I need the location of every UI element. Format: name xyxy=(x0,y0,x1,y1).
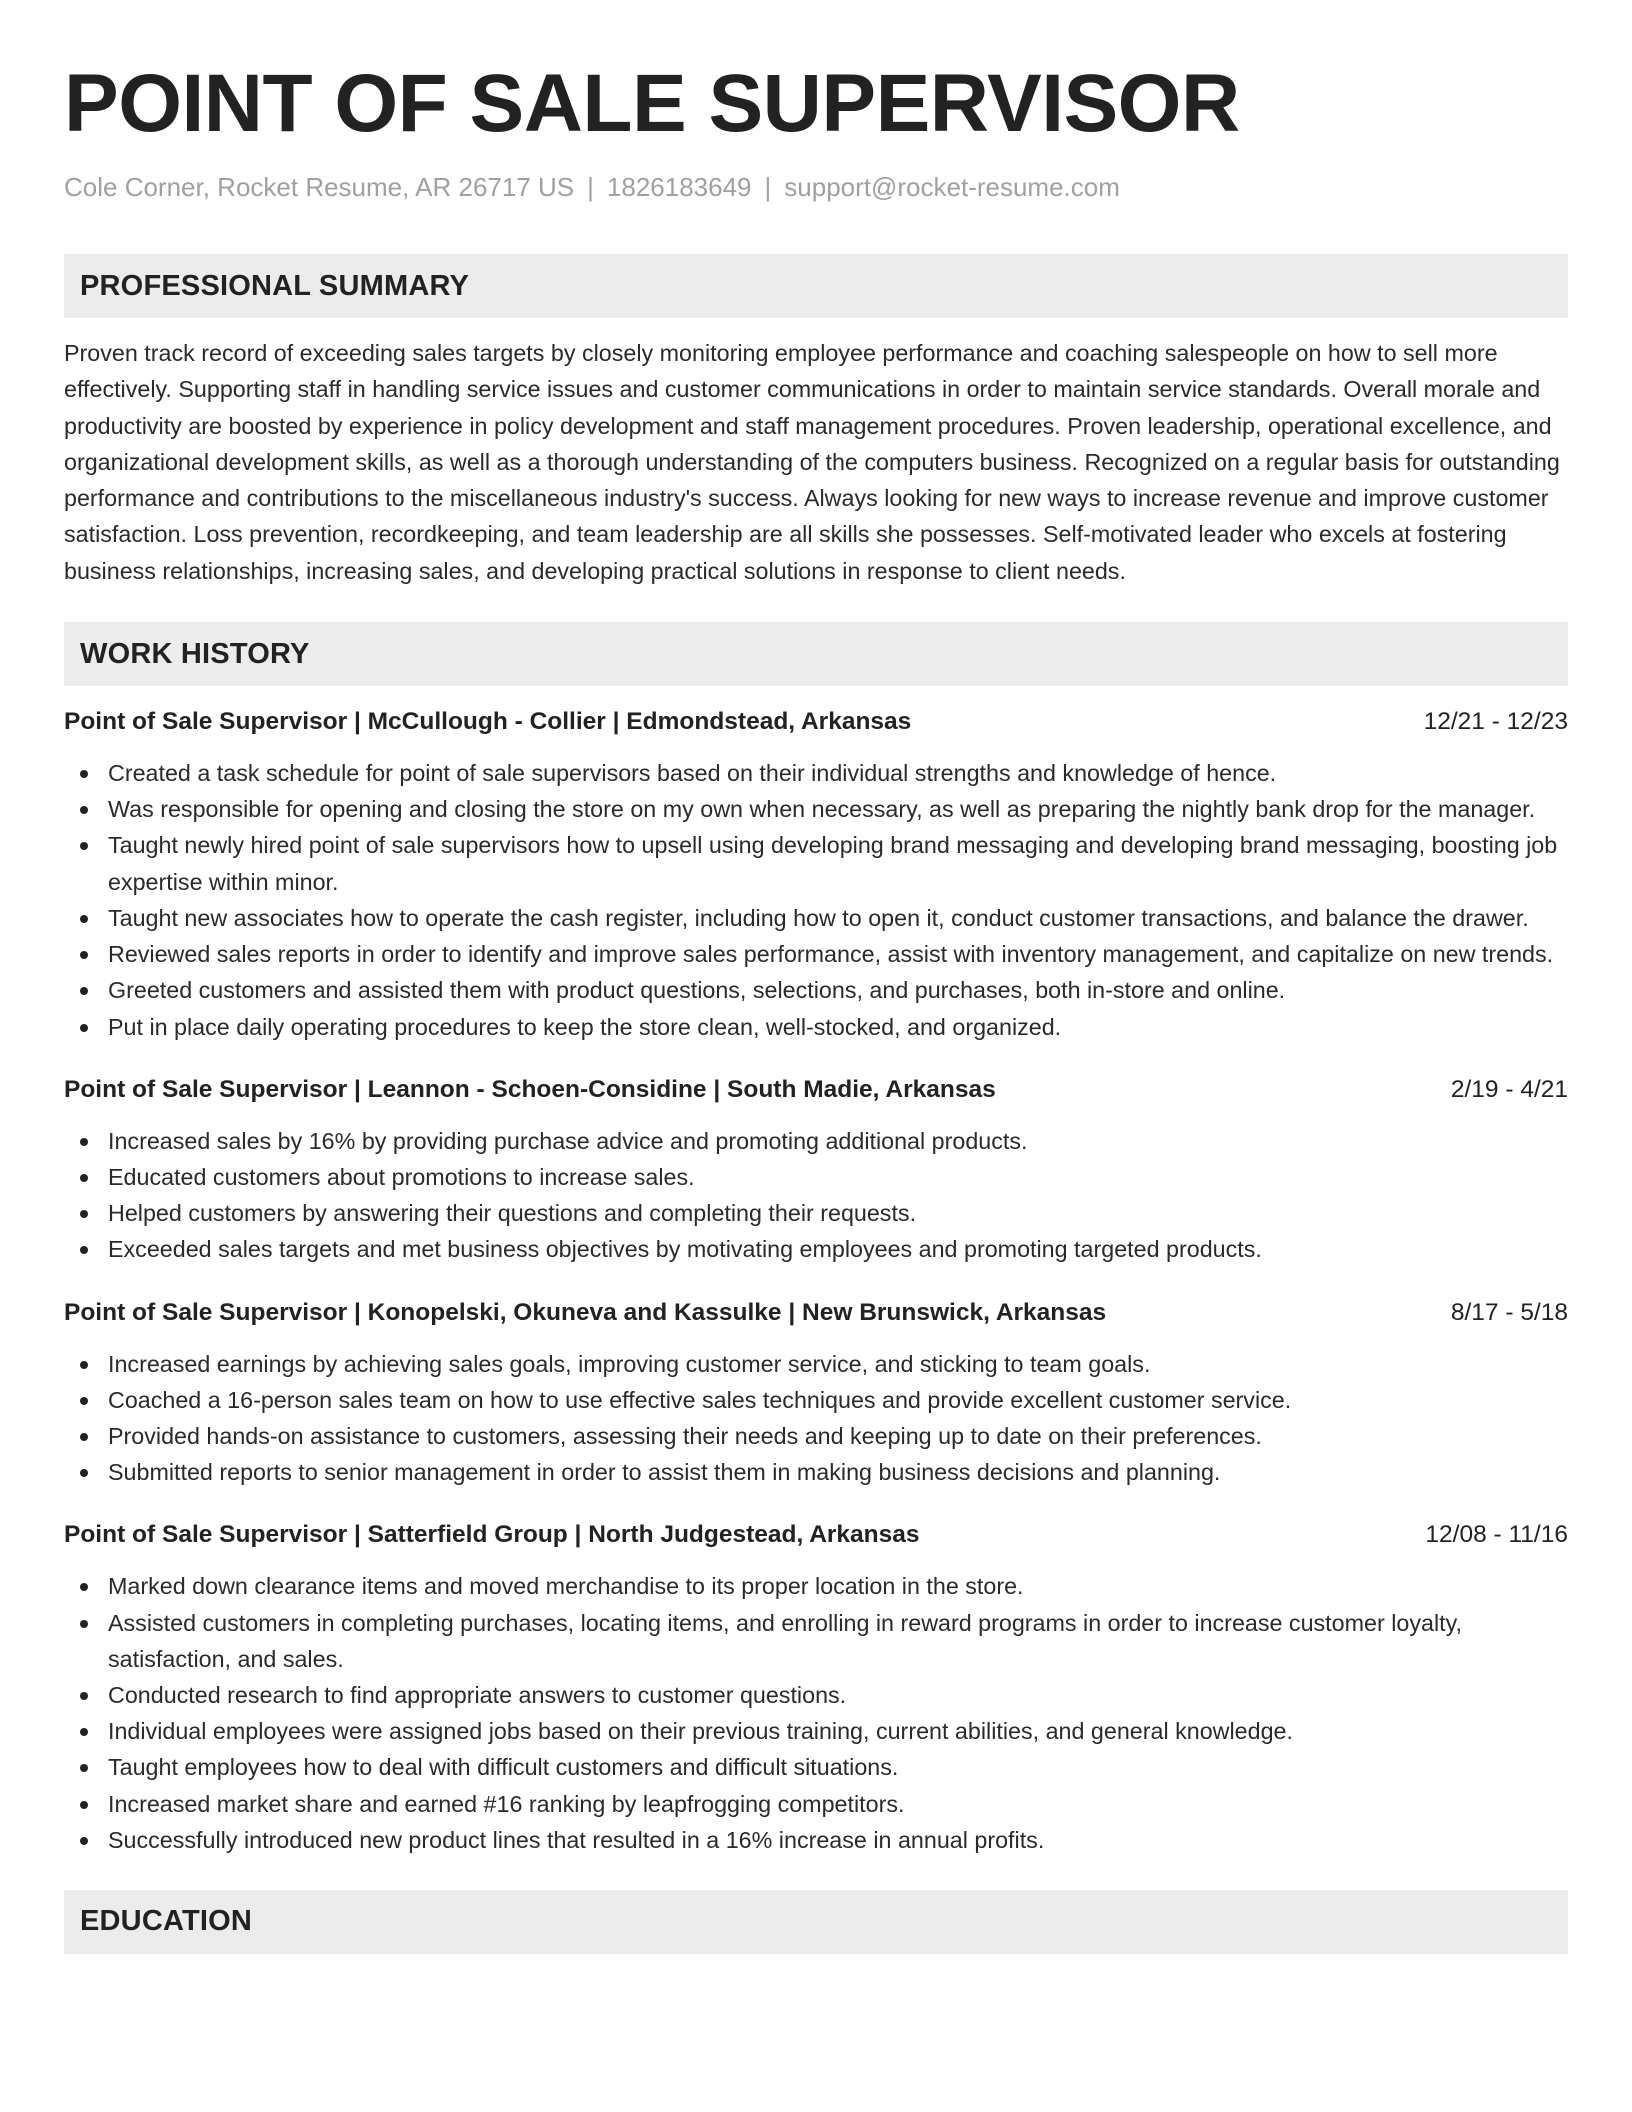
job-bullet: Greeted customers and assisted them with product questions, selections, and purchases, both in-store and online. xyxy=(64,972,1568,1008)
job-header xyxy=(64,1518,1568,1552)
job-bullets xyxy=(64,755,1568,1045)
job-bullet: Was responsible for opening and closing the store on my own when necessary, as well as preparing the nightly bank drop for the manager. xyxy=(64,791,1568,827)
job-bullet: Exceeded sales targets and met business objectives by motivating employees and promoting targeted products. xyxy=(64,1231,1568,1267)
job-bullets xyxy=(64,1568,1568,1858)
job-bullet: Increased sales by 16% by providing purchase advice and promoting additional products. xyxy=(64,1123,1568,1159)
job-header xyxy=(64,1073,1568,1107)
contact-address: Cole Corner, Rocket Resume, AR 26717 US xyxy=(64,172,575,202)
job-bullet: Successfully introduced new product lines that resulted in a 16% increase in annual profits. xyxy=(64,1822,1568,1858)
job-bullet: Helped customers by answering their questions and completing their requests. xyxy=(64,1195,1568,1231)
job-bullet: Created a task schedule for point of sale supervisors based on their individual strengths and knowledge of hence. xyxy=(64,755,1568,791)
job-bullet: Marked down clearance items and moved merchandise to its proper location in the store. xyxy=(64,1568,1568,1604)
job-bullet: Individual employees were assigned jobs based on their previous training, current abilities, and general knowledge. xyxy=(64,1713,1568,1749)
job-bullet: Taught newly hired point of sale supervisors how to upsell using developing brand messaging and developing brand messaging, boosting job expertise within minor. xyxy=(64,827,1568,899)
job-bullets xyxy=(64,1346,1568,1491)
job-dates: 12/21 - 12/23 xyxy=(1423,708,1568,736)
contact-line xyxy=(64,170,1568,204)
job-title: Point of Sale Supervisor | McCullough - Collier | Edmondstead, Arkansas xyxy=(64,708,912,736)
job-bullet: Submitted reports to senior management in order to assist them in making business decisions and planning. xyxy=(64,1454,1568,1490)
job-bullet: Taught employees how to deal with difficult customers and difficult situations. xyxy=(64,1749,1568,1785)
section-header-summary: PROFESSIONAL SUMMARY xyxy=(64,254,1568,318)
contact-separator: | xyxy=(587,172,594,202)
candidate-name: POINT OF SALE SUPERVISOR xyxy=(64,58,1240,149)
contact-separator: | xyxy=(764,172,772,202)
job-entry xyxy=(64,1518,1568,1858)
job-bullet: Educated customers about promotions to increase sales. xyxy=(64,1159,1568,1195)
job-bullet: Taught new associates how to operate the cash register, including how to open it, conduct customer transactions, and balance the drawer. xyxy=(64,900,1568,936)
job-title: Point of Sale Supervisor | Leannon - Schoen-Considine | South Madie, Arkansas xyxy=(64,1075,996,1103)
resume-page xyxy=(64,58,1568,1954)
job-entry xyxy=(64,1296,1568,1491)
contact-email: support@rocket-resume.com xyxy=(784,172,1120,202)
contact-phone: 1826183649 xyxy=(606,172,752,202)
job-dates: 12/08 - 11/16 xyxy=(1425,1521,1568,1549)
job-title: Point of Sale Supervisor | Konopelski, Okuneva and Kassulke | New Brunswick, Arkansas xyxy=(64,1298,1107,1326)
job-header xyxy=(64,705,1568,739)
job-entry xyxy=(64,1073,1568,1268)
job-header xyxy=(64,1296,1568,1330)
job-dates: 8/17 - 5/18 xyxy=(1450,1298,1568,1326)
job-bullet: Coached a 16-person sales team on how to use effective sales techniques and provide excellent customer service. xyxy=(64,1382,1568,1418)
job-bullet: Increased market share and earned #16 ranking by leapfrogging competitors. xyxy=(64,1786,1568,1822)
job-dates: 2/19 - 4/21 xyxy=(1450,1075,1568,1103)
job-bullet: Provided hands-on assistance to customers, assessing their needs and keeping up to date on their preferences. xyxy=(64,1418,1568,1454)
job-bullet: Put in place daily operating procedures to keep the store clean, well-stocked, and organized. xyxy=(64,1009,1568,1045)
job-bullets xyxy=(64,1123,1568,1268)
summary-text: Proven track record of exceeding sales targets by closely monitoring employee performance and coaching salespeople on how to sell more effectively. Supporting staff in handling service issues and customer communications in order to maintain service standards. Overall morale and productivity are boosted by experience in policy development and staff management procedures. Proven leadership, operational excellence, and organizational development skills, as well as a thorough understanding of the computers business. Recognized on a regular basis for outstanding performance and contributions to the miscellaneous industry's success. Always looking for new ways to increase revenue and improve customer satisfaction. Loss prevention, recordkeeping, and team leadership are all skills she possesses. Self-motivated leader who excels at fostering business relationships, increasing sales, and developing practical solutions in response to client needs. xyxy=(64,340,1560,584)
section-header-education: EDUCATION xyxy=(64,1890,1568,1954)
section-header-work-history: WORK HISTORY xyxy=(64,622,1568,686)
job-title: Point of Sale Supervisor | Satterfield Group | North Judgestead, Arkansas xyxy=(64,1521,920,1549)
job-entry xyxy=(64,705,1568,1045)
job-bullet: Increased earnings by achieving sales goals, improving customer service, and sticking to team goals. xyxy=(64,1346,1568,1382)
job-bullet: Reviewed sales reports in order to identify and improve sales performance, assist with inventory management, and capitalize on new trends. xyxy=(64,936,1568,972)
job-bullet: Conducted research to find appropriate answers to customer questions. xyxy=(64,1677,1568,1713)
job-bullet: Assisted customers in completing purchases, locating items, and enrolling in reward programs in order to increase customer loyalty, satisfaction, and sales. xyxy=(64,1605,1568,1677)
